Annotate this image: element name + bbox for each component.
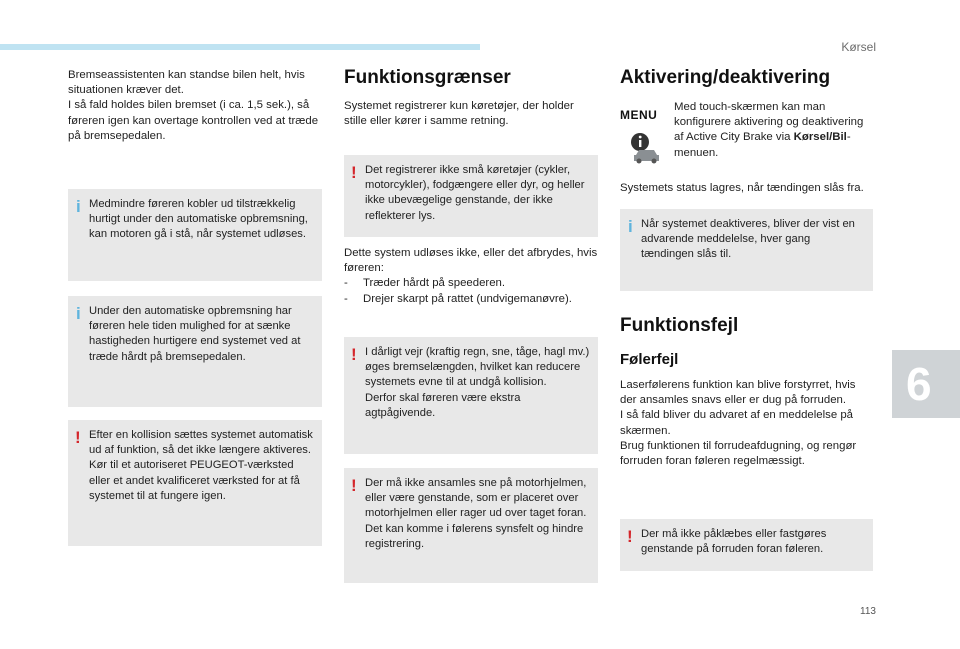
note-text: Derfor skal føreren være ekstra agtpågivende.	[365, 391, 521, 419]
list-item: - Træder hårdt på speederen.	[344, 276, 598, 291]
header-accent-bar	[0, 44, 480, 50]
menu-description: Med touch-skærmen kan man konfigurere aktivering og deaktivering af Active City Brake via Kørsel/Bil-menuen.	[674, 101, 864, 159]
section-heading: Funktionsgrænser	[344, 67, 511, 88]
paragraph: Systemet registrerer kun køretøjer, der holder stille eller kører i samme retning.	[344, 100, 574, 128]
col1-intro	[68, 68, 322, 144]
note-text: Når systemet deaktiveres, bliver der vist en advarende meddelelse, hver gang tændingen slås til.	[641, 218, 855, 261]
warning-note	[344, 337, 598, 454]
note-text: Medmindre føreren kobler ud tilstrækkelig hurtigt under den automatiske opbremsning, kan motoren gå i stå, når systemet udløses.	[89, 198, 308, 241]
exclamation-icon: !	[351, 345, 357, 364]
paragraph: Bremseassistenten kan standse bilen helt, hvis situationen kræver det.	[68, 69, 305, 97]
paragraph: I så fald bliver du advaret af en meddelelse på skærmen.	[620, 409, 854, 437]
info-note	[68, 189, 322, 281]
subsection-heading: Følerfejl	[620, 351, 679, 368]
paragraph: Laserfølerens funktion kan blive forstyrret, hvis der ansamles snavs eller er dug på forruden.	[620, 379, 856, 407]
car-info-icon	[628, 131, 662, 165]
exclamation-icon: !	[351, 476, 357, 495]
info-note	[68, 296, 322, 407]
exclamation-icon: !	[351, 163, 357, 182]
note-text: Kør til et autoriseret PEUGEOT-værksted eller et andet kvalificeret værksted for at få systemet til at fungere igen.	[89, 459, 300, 502]
paragraph: Dette system udløses ikke, eller det afbrydes, hvis føreren:	[344, 247, 598, 275]
note-text: Der må ikke påklæbes eller fastgøres genstande på forruden foran føleren.	[641, 528, 827, 556]
info-mark-icon: i	[76, 304, 81, 323]
warning-note	[344, 155, 598, 237]
section-heading: Funktionsfejl	[620, 315, 739, 336]
paragraph: Brug funktionen til forrudeafdugning, og rengør forruden foran føleren regelmæssigt.	[620, 439, 857, 468]
list-item-text: Drejer skarpt på rattet (undvigemanøvre).	[363, 292, 572, 305]
menu-icon: MENU	[620, 108, 658, 122]
exclamation-icon: !	[75, 428, 81, 447]
list-item-text: Træder hårdt på speederen.	[363, 277, 506, 290]
note-text: Under den automatiske opbremsning har føreren hele tiden mulighed for at sænke hastigheden hurtigere end systemet ved at træde hårdt på bremsepedalen.	[89, 305, 301, 363]
list-item: - Drejer skarpt på rattet (undvigemanøvre).	[344, 292, 598, 307]
exclamation-icon: !	[627, 527, 633, 546]
fault-text	[620, 378, 873, 469]
note-text: Efter en kollision sættes systemet automatisk ud af funktion, så det ikke længere aktiveres.	[89, 429, 313, 457]
section-heading: Aktivering/deaktivering	[620, 67, 831, 88]
warning-note	[344, 468, 598, 583]
note-text: Der må ikke ansamles sne på motorhjelmen, eller være genstande, som er placeret over motorhjelmen eller rager ud over taget foran. Det kan komme i følerens synsfelt og hindre registrering.	[365, 477, 587, 550]
info-mark-icon: i	[76, 197, 81, 216]
info-note	[620, 209, 873, 291]
page-number: 113	[860, 606, 876, 617]
note-text: Det registrerer ikke små køretøjer (cykler, motorcykler), fodgængere eller dyr, og heller ikke ubevægelige genstande, der ikke reflekterer lys.	[365, 164, 585, 222]
condition-list	[344, 246, 598, 307]
chapter-tab: 6	[892, 350, 960, 418]
section-title: Kørsel	[841, 40, 876, 54]
paragraph: I så fald holdes bilen bremset (i ca. 1,5 sek.), så føreren igen kan overtage kontrollen ved at træde på bremsepedalen.	[68, 99, 319, 142]
warning-note	[620, 519, 873, 571]
paragraph: Systemets status lagres, når tændingen slås fra.	[620, 182, 864, 194]
warning-note	[68, 420, 322, 546]
note-text: I dårligt vejr (kraftig regn, sne, tåge, hagl mv.) øges bremselængden, hvilket kan reducere systemets evne til at undgå kollision.	[365, 346, 590, 389]
info-mark-icon: i	[628, 217, 633, 236]
